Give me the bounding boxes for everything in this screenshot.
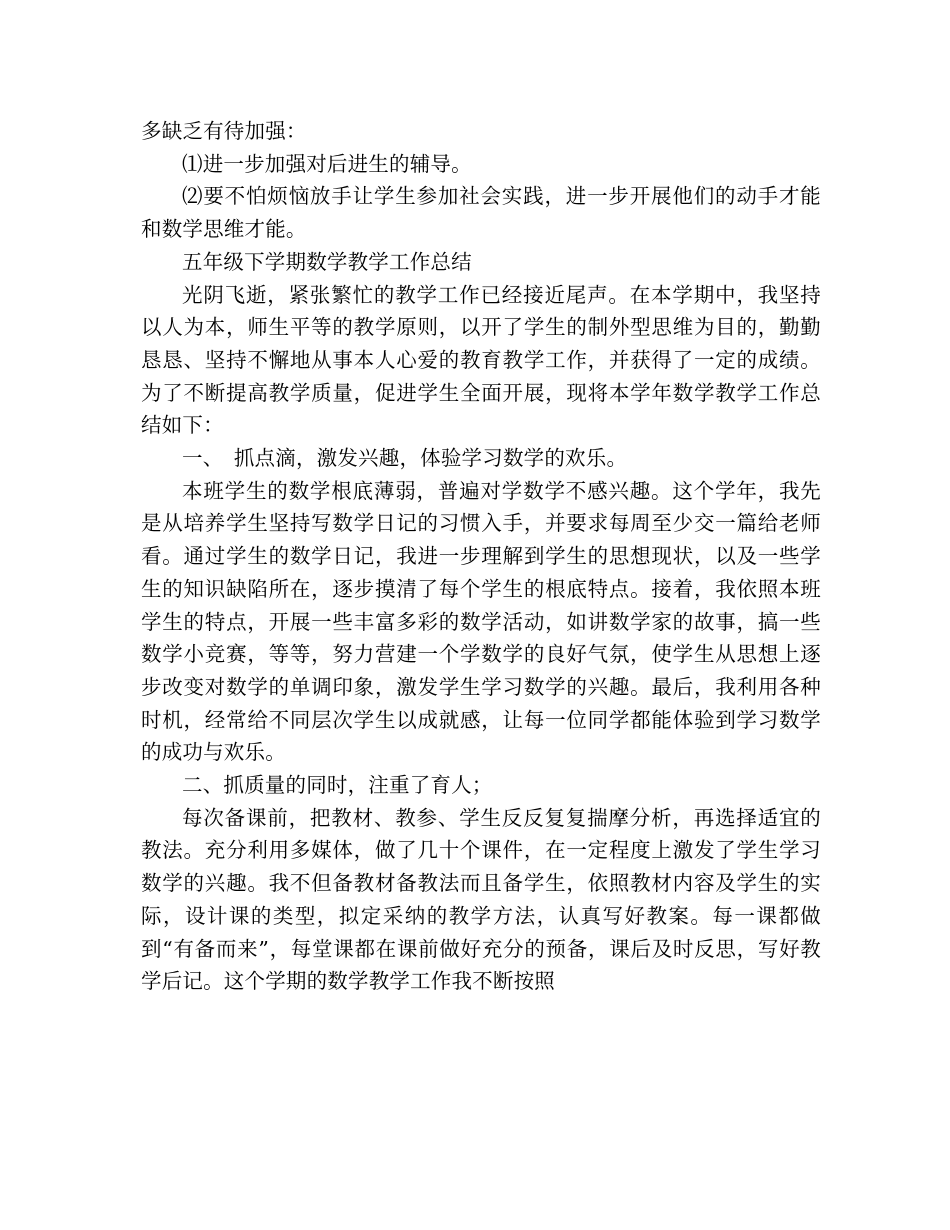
paragraph-continuation: 多缺乏有待加强： (141, 119, 307, 143)
section-title: 五年级下学期数学教学工作总结 (182, 249, 472, 274)
document-body (141, 115, 821, 998)
paragraph-item-2: ⑵要不怕烦恼放手让学生参加社会实践，进一步开展他们的动手才能和数学思维才能。 (141, 184, 821, 242)
paragraph-section-1: 本班学生的数学根底薄弱，普遍对学数学不感兴趣。这个学年，我先是从培养学生坚持写数学日记的习惯入手，并要求每周至少交一篇给老师看。通过学生的数学日记，我进一步理解到学生的思想现状，以及一些学生的知识缺陷所在，逐步摸清了每个学生的根底特点。接着，我依照本班学生的特点，开展一些丰富多彩的数学活动，如讲数学家的故事，搞一些数学小竞赛，等等，努力营建一个学数学的良好气氛，使学生从思想上逐步改变对数学的单调印象，激发学生学习数学的兴趣。最后，我利用各种时机，经常给不同层次学生以成就感，让每一位同学都能体验到学习数学的成功与欢乐。 (141, 478, 821, 765)
section-heading-2: 二、抓质量的同时，注重了育人； (182, 773, 493, 798)
paragraph-item-1: ⑴进一步加强对后进生的辅导。 (182, 151, 472, 176)
section-heading-1: 一、 抓点滴，激发兴趣，体验学习数学的欢乐。 (182, 446, 628, 471)
paragraph-section-2: 每次备课前，把教材、教参、学生反反复复揣摩分析，再选择适宜的教法。充分利用多媒体，做了几十个课件，在一定程度上激发了学生学习数学的兴趣。我不但备教材备教法而且备学生，依照教材内容及学生的实际，设计课的类型，拟定采纳的教学方法，认真写好教案。每一课都做到“有备而来”，每堂课都在课前做好充分的预备，课后及时反思，写好教学后记。这个学期的数学教学工作我不断按照 (141, 805, 821, 994)
paragraph-intro: 光阴飞逝，紧张繁忙的教学工作已经接近尾声。在本学期中，我坚持以人为本，师生平等的教学原则，以开了学生的制外型思维为目的，勤勤恳恳、坚持不懈地从事本人心爱的教育教学工作，并获得了一定的成绩。为了不断提高教学质量，促进学生全面开展，现将本学年数学教学工作总结如下： (141, 282, 821, 438)
